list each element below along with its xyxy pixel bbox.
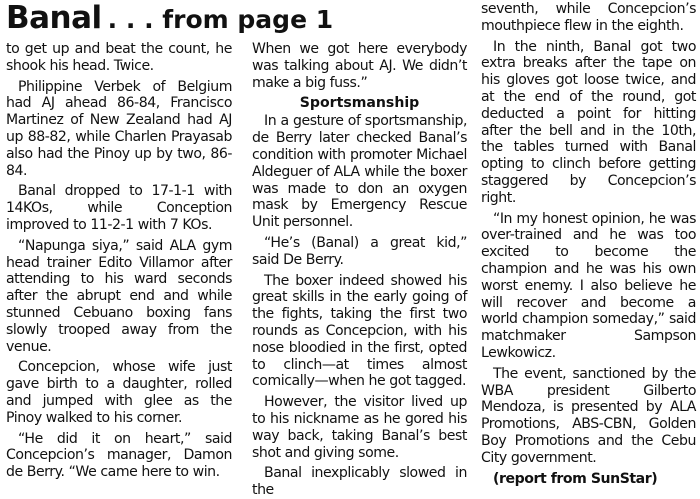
paragraph: When we got here everybody was talking about AJ. We didn’t make a big fuss.” [252, 41, 467, 91]
report-credit: (report from SunStar) [493, 470, 658, 487]
paragraph: “He did it on heart,” said Concepcion’s manager, Damon de Berry. “We came here to win. [6, 430, 232, 481]
paragraph: “In my honest opinion, he was over-trained and he was too excited to become the champion and he was his own worst enemy. I also believe he will recover and become a world champion someday,” said matchmaker Sampson Lewkowicz. [481, 210, 696, 361]
paragraph: “Napunga siya,” said ALA gym head trainer Edito Villamor after attending to his ward seconds after the abrupt end and while stunned Cebuano boxing fans slowly trooped away from the venue. [6, 237, 232, 355]
paragraph: In the ninth, Banal got two extra breaks after the tape on his gloves got loose twice, and at the end of the round, got deducted a point for hitting after the bell and in the 10th, the tables turned with Banal opting to clinch before getting staggered by Concepcion’s right. [481, 38, 696, 206]
paragraph: “He’s (Banal) a great kid,” said De Berry. [252, 234, 467, 268]
headline-main: Banal [6, 0, 102, 36]
headline-continuation: . . . from page 1 [107, 5, 334, 34]
article-column-2 [252, 0, 467, 499]
paragraph: Banal inexplicably slowed in the [252, 465, 467, 499]
paragraph: The boxer indeed showed his great skills in the early going of the fights, taking the first two rounds as Concepcion, with his nose bloodied in the first, opted to clinch—at times almost comically—when he got tagged. [252, 272, 467, 390]
paragraph: seventh, while Concepcion’s mouthpiece flew in the eighth. [481, 1, 696, 34]
paragraph: Concepcion, whose wife just gave birth to a daughter, rolled and jumped with glee as the Pinoy walked to his corner. [6, 359, 232, 426]
paragraph: Banal dropped to 17-1-1 with 14KOs, while Conception improved to 11-2-1 with 7 KOs. [6, 183, 232, 233]
article-column-1 [6, 0, 232, 483]
paragraph: However, the visitor lived up to his nickname as he gored his way back, taking Banal’s best shot and giving some. [252, 394, 467, 461]
paragraph: The event, sanctioned by the WBA president Gilberto Mendoza, is presented by ALA Promotions, ABS-CBN, Golden Boy Promotions and the Cebu City government. [481, 365, 696, 466]
paragraph: Philippine Verbek of Belgium had AJ ahead 86-84, Francisco Martinez of New Zealand had AJ up 88-82, while Charlen Prayasab also had the Pinoy up by two, 86-84. [6, 78, 232, 179]
subheading: Sportsmanship [299, 95, 420, 112]
paragraph: In a gesture of sportsmanship, de Berry later checked Banal’s condition with promoter Michael Aldeguer of ALA while the boxer was made to don an oxygen mask by Emergency Rescue Unit personnel. [252, 113, 467, 231]
paragraph: to get up and beat the count, he shook his head. Twice. [6, 41, 232, 74]
article-column-3 [481, 0, 696, 487]
